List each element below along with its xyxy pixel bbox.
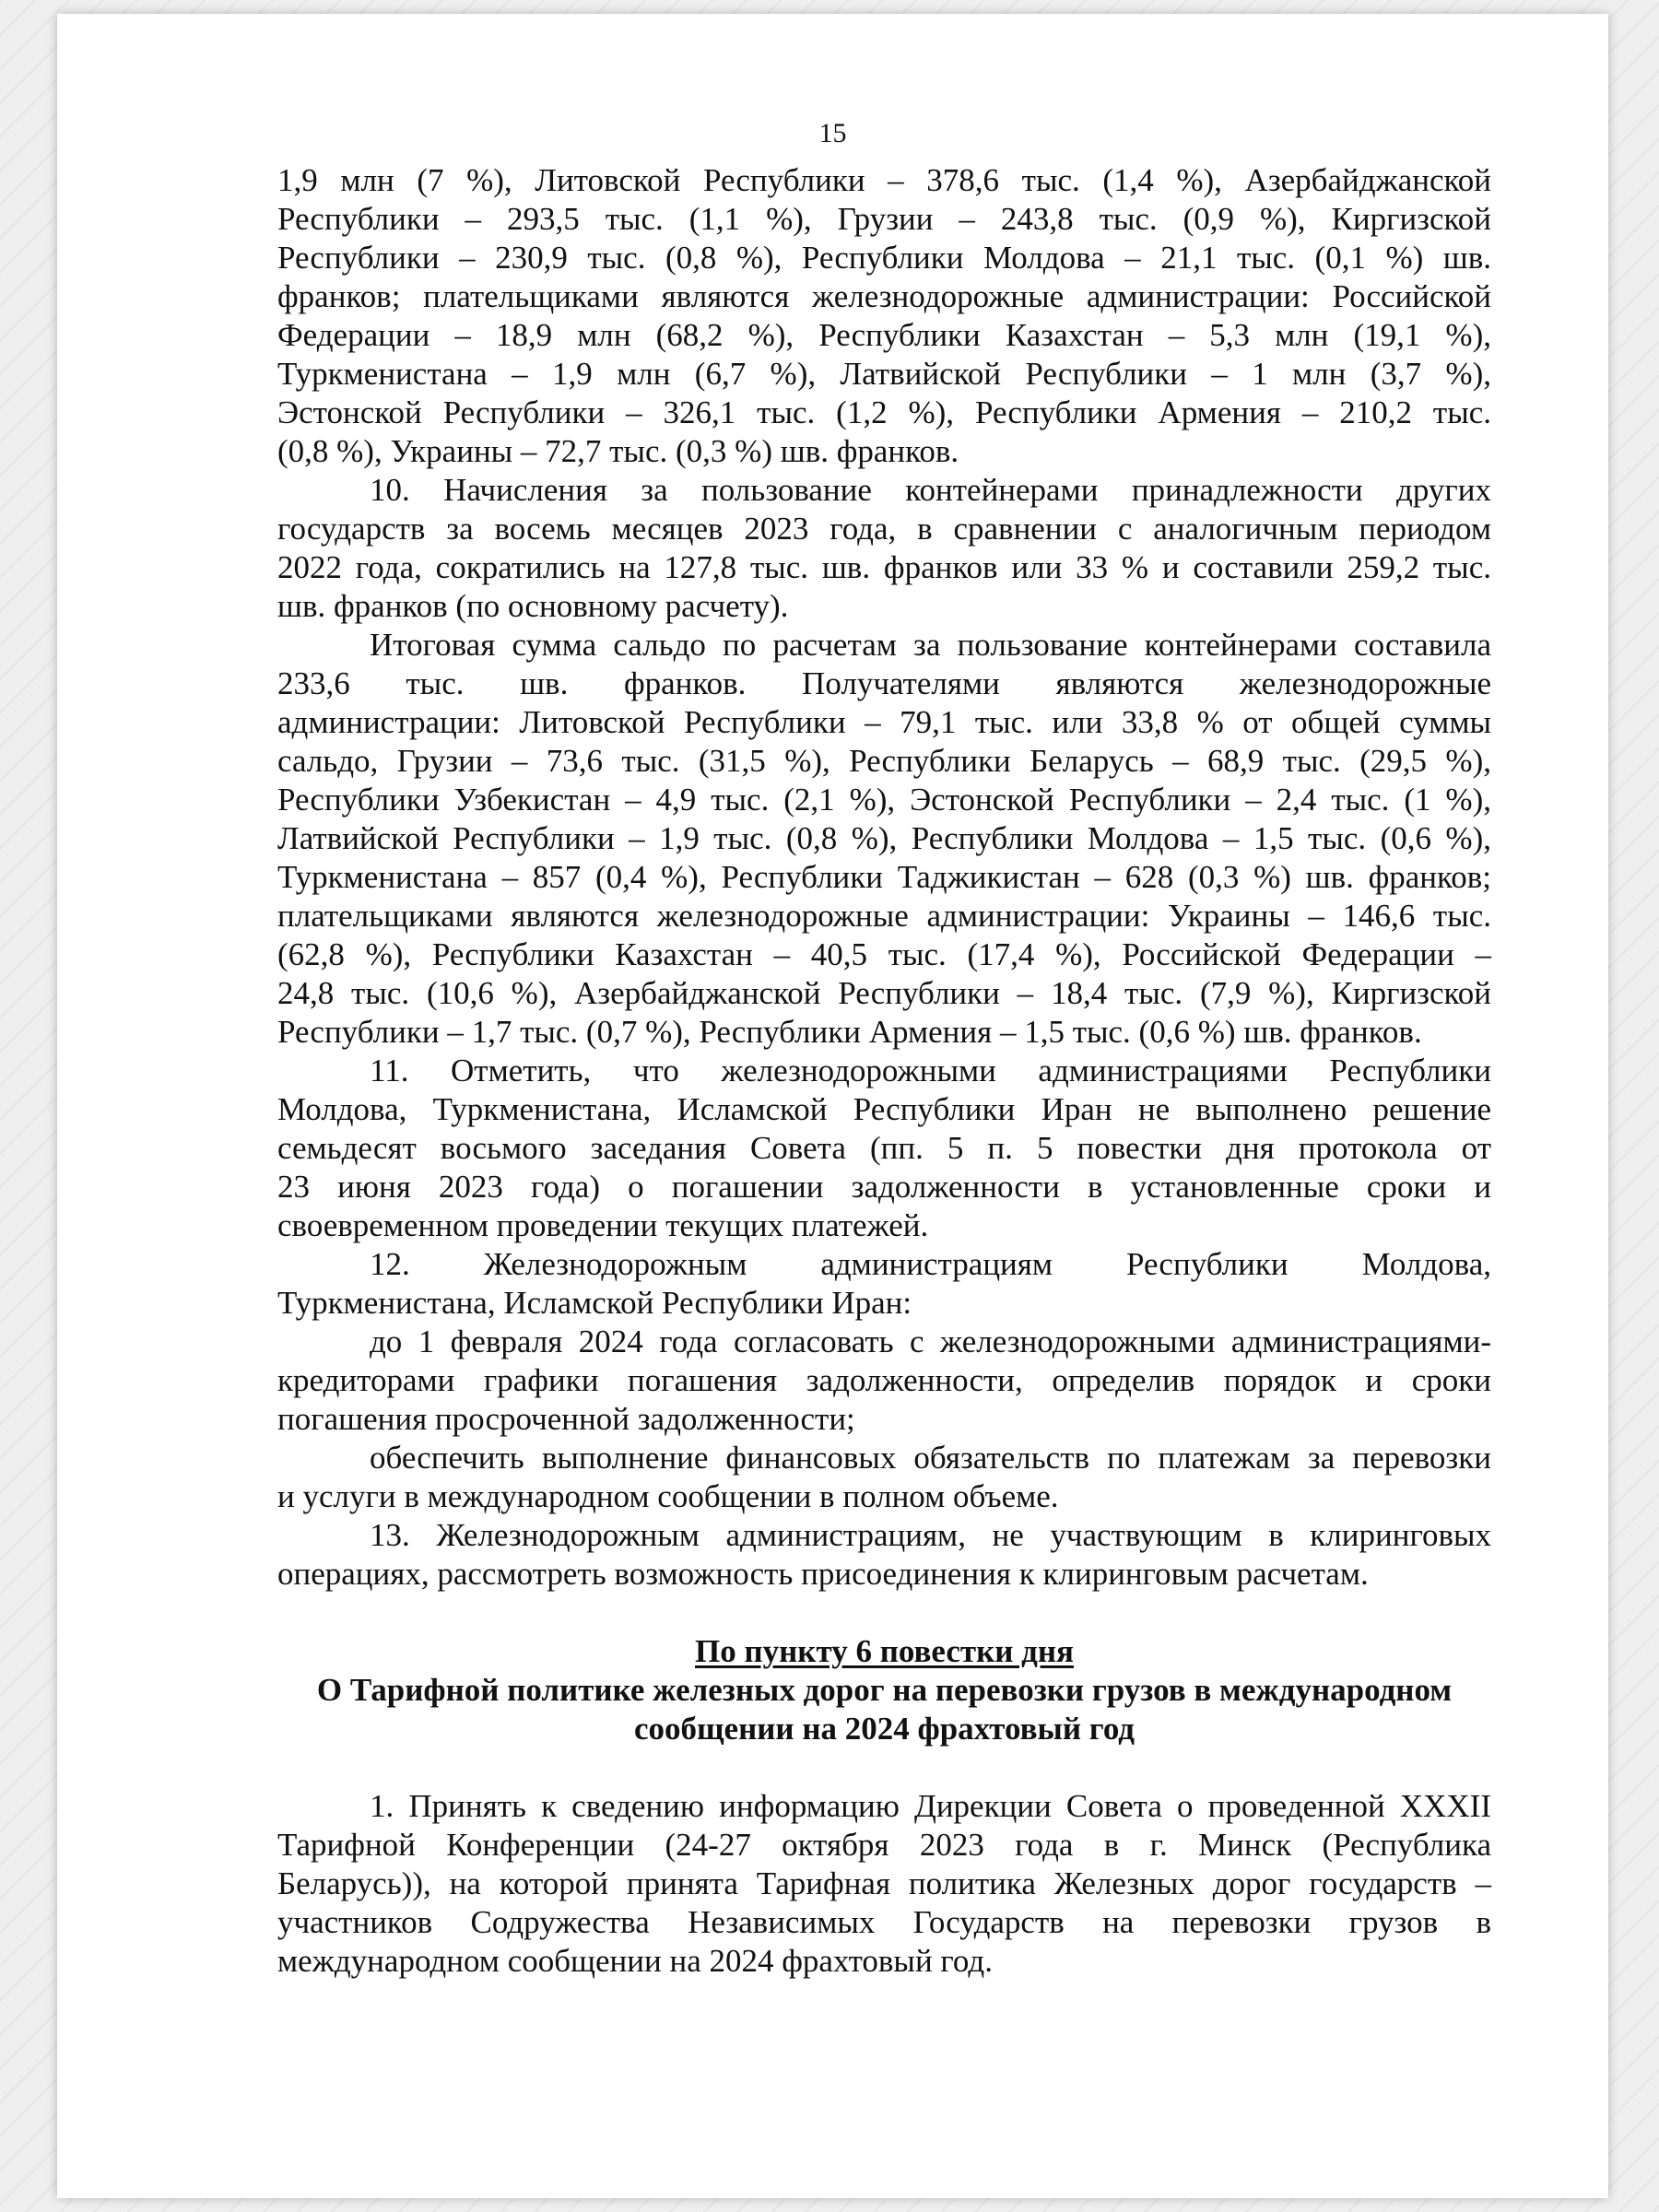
section-title-line: сообщении на 2024 фрахтовый год (633, 1711, 1135, 1747)
text-line: Туркменистана, Исламской Республики Иран: (277, 1285, 912, 1321)
text-line: 1,9 млн (7 %), Литовской Республики – 378,6 тыс. (1,4 %), Азербайджанской (277, 162, 1491, 198)
text-line: Республики – 230,9 тыс. (0,8 %), Республики Молдова – 21,1 тыс. (0,1 %) шв. (277, 240, 1491, 276)
text-line: своевременном проведении текущих платежей. (277, 1207, 929, 1243)
text-line: плательщиками являются железнодорожные администрации: Украины – 146,6 тыс. (277, 898, 1491, 934)
text-line: франков; плательщиками являются железнодорожные администрации: Российской (277, 278, 1491, 314)
text-line: погашения просроченной задолженности; (277, 1401, 855, 1437)
body-paragraphs (277, 161, 1491, 1594)
text-line: Эстонской Республики – 326,1 тыс. (1,2 %), Республики Армения – 210,2 тыс. (277, 394, 1491, 430)
text-line: 2022 года, сократились на 127,8 тыс. шв. франков или 33 % и составили 259,2 тыс. (277, 549, 1491, 585)
text-line: и услуги в международном сообщении в полном объеме. (277, 1478, 1059, 1514)
text-line: 1. Принять к сведению информацию Дирекции Совета о проведенной XXXII (370, 1788, 1491, 1824)
text-line: (62,8 %), Республики Казахстан – 40,5 тыс. (17,4 %), Российской Федерации – (277, 936, 1491, 972)
agenda-item-heading: По пункту 6 повестки дня (695, 1633, 1074, 1669)
text-line: Республики Узбекистан – 4,9 тыс. (2,1 %), Эстонской Республики – 2,4 тыс. (1 %), (277, 782, 1491, 818)
text-line: международном сообщении на 2024 фрахтовый год. (277, 1943, 993, 1979)
text-line: 23 июня 2023 года) о погашении задолженности в установленные сроки и (277, 1169, 1491, 1205)
document-body (277, 161, 1491, 1981)
section-paragraphs (277, 1787, 1491, 1981)
text-line: шв. франков (по основному расчету). (277, 588, 789, 624)
text-line: Тарифной Конференции (24-27 октября 2023 года в г. Минск (Республика (277, 1827, 1491, 1863)
text-line: 13. Железнодорожным администрациям, не участвующим в клиринговых (370, 1517, 1491, 1553)
section-title-line: О Тарифной политике железных дорог на перевозки грузов в международном (316, 1672, 1453, 1708)
paragraph (277, 1439, 1491, 1516)
spacer (277, 1594, 1491, 1632)
paragraph (277, 1323, 1491, 1439)
text-line: 10. Начисления за пользование контейнерами принадлежности других (370, 472, 1491, 508)
text-line: кредиторами графики погашения задолженности, определив порядок и сроки (277, 1362, 1491, 1398)
text-line: Итоговая сумма сальдо по расчетам за пользование контейнерами составила (370, 627, 1491, 663)
spacer (277, 1748, 1491, 1787)
text-line: Латвийской Республики – 1,9 тыс. (0,8 %), Республики Молдова – 1,5 тыс. (0,6 %), (277, 820, 1491, 856)
text-line: Республики – 293,5 тыс. (1,1 %), Грузии – 243,8 тыс. (0,9 %), Киргизской (277, 201, 1491, 237)
text-line: до 1 февраля 2024 года согласовать с железнодорожными администрациями- (370, 1324, 1491, 1359)
paragraph (277, 471, 1491, 626)
paragraph (277, 626, 1491, 1052)
document-page (57, 14, 1608, 2198)
text-line: обеспечить выполнение финансовых обязательств по платежам за перевозки (370, 1440, 1491, 1476)
text-line: Молдова, Туркменистана, Исламской Республики Иран не выполнено решение (277, 1091, 1491, 1127)
text-line: сальдо, Грузии – 73,6 тыс. (31,5 %), Республики Беларусь – 68,9 тыс. (29,5 %), (277, 743, 1491, 779)
text-line: 11. Отметить, что железнодорожными администрациями Республики (370, 1053, 1491, 1088)
text-line: Беларусь)), на которой принята Тарифная политика Железных дорог государств – (277, 1865, 1491, 1901)
text-line: 12. Железнодорожным администрациям Республики Молдова, (370, 1246, 1491, 1282)
paragraph (277, 161, 1491, 471)
paragraph (277, 1516, 1491, 1594)
text-line: 233,6 тыс. шв. франков. Получателями являются железнодорожные (277, 665, 1491, 701)
page-number: 15 (818, 118, 847, 148)
text-line: Республики – 1,7 тыс. (0,7 %), Республики Армения – 1,5 тыс. (0,6 %) шв. франков. (277, 1014, 1422, 1050)
text-line: государств за восемь месяцев 2023 года, в сравнении с аналогичным периодом (277, 511, 1491, 547)
paragraph (277, 1052, 1491, 1245)
text-line: семьдесят восьмого заседания Совета (пп. 5 п. 5 повестки дня протокола от (277, 1130, 1491, 1166)
text-line: (0,8 %), Украины – 72,7 тыс. (0,3 %) шв. франков. (277, 433, 959, 469)
text-line: операциях, рассмотреть возможность присоединения к клиринговым расчетам. (277, 1556, 1369, 1592)
text-line: Туркменистана – 857 (0,4 %), Республики Таджикистан – 628 (0,3 %) шв. франков; (277, 859, 1491, 895)
text-line: администрации: Литовской Республики – 79,1 тыс. или 33,8 % от общей суммы (277, 704, 1491, 740)
paragraph (277, 1787, 1491, 1981)
paragraph (277, 1245, 1491, 1323)
text-line: Федерации – 18,9 млн (68,2 %), Республики Казахстан – 5,3 млн (19,1 %), (277, 317, 1491, 353)
text-line: 24,8 тыс. (10,6 %), Азербайджанской Республики – 18,4 тыс. (7,9 %), Киргизской (277, 975, 1491, 1011)
text-line: Туркменистана – 1,9 млн (6,7 %), Латвийской Республики – 1 млн (3,7 %), (277, 356, 1491, 392)
text-line: участников Содружества Независимых Государств на перевозки грузов в (277, 1904, 1491, 1940)
